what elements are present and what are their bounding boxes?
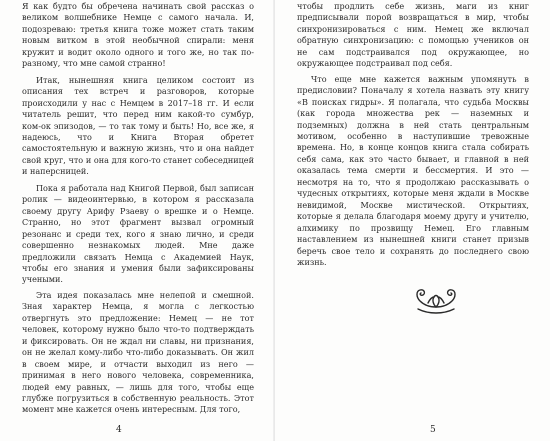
right-page-text [297,1,529,268]
right-page [275,0,550,441]
page-number: 4 [116,425,122,435]
paragraph: Итак, нынешняя книга целиком состоит из описания тех встреч и разговоров, которые происходили у нас с Немцем в 2017–18 гг. И если читатель решит, что перед ним какой-то сумбур, ком-ок эпизодов, — то так тому и быть! Но, все же, я надеюсь, что и Книга Вторая обретет самостоятельную и важную жизнь, что и она найдет свой круг, что и она для кого-то станет собеседницей и наперсницей. [22,74,254,177]
page-number: 5 [430,425,436,435]
paragraph: Я как будто бы обречена начинать свой рассказ о великом волшебнике Немце с самого начала. И, подозреваю: третья книга тоже может стать таким новым витком в этой необычной спирали: меня кружит и водит около одного и того же, но так по-разному, что мне самой странно! [22,1,254,69]
left-page-text [22,1,254,416]
paragraph: Пока я работала над Книгой Первой, был записан ролик — видеоинтервью, в котором я рассказала своему другу Арифу Рзаеву о врешке и о Немце. Странно, но этот фрагмент вызвал огромный резонанс и среди тех, кого я знаю лично, и среди совершенно незнакомых людей. Мне даже предложили связать Немца с Академией Наук, чтобы его знания и умения были зафиксированы учеными. [22,182,254,285]
paragraph: Эта идея показалась мне нелепой и смешной. Зная характер Немца, я могла с легкостью отвергнуть это предложение: Немец — не тот человек, которому нужно было что-то подтверждать и фиксировать. Он не ждал ни славы, ни признания, он не желал кому-либо что-либо доказывать. Он жил в своем мире, и отчасти выходил из него — принимая в него нового человека, современника, людей ему равных, — лишь для того, чтобы еще глубже погрузиться в собственную реальность. Этот момент мне кажется очень интересным. Для того, [22,289,254,415]
paragraph: Что еще мне кажется важным упомянуть в предисловии? Поначалу я хотела назвать эту книгу «В поисках гидры». Я полагала, что судьба Москвы (как города множества рек — наземных и подземных) должна в ней стать центральным мотивом, особенно в наступившие тревожные времена. Но, в конце концов книга стала собирать себя сама, как это часто бывает, и главной в ней оказалась тема смерти и бессмертия. И это — несмотря на то, что я продолжаю рассказывать о чудесных открытиях, которые меня ждали в Москве невидимой, Москве мистической. Открытиях, которые я делала благодаря моему другу и учителю, алхимику по прозвищу Немец. Его главным наставлением из нынешней книги станет призыв беречь свое тело и сохранять до последнего свою жизнь. [297,73,529,267]
swirl-ornament-icon [410,285,462,315]
paragraph: чтобы продлить себе жизнь, маги из книг предписывали порой возвращаться в мир, чтобы синхронизироваться с ним. Немец же включал обратную синхронизацию: с помощью учеников он не сам подстраивался под окружающее, но окружающее подстраивал под себя. [297,1,529,69]
